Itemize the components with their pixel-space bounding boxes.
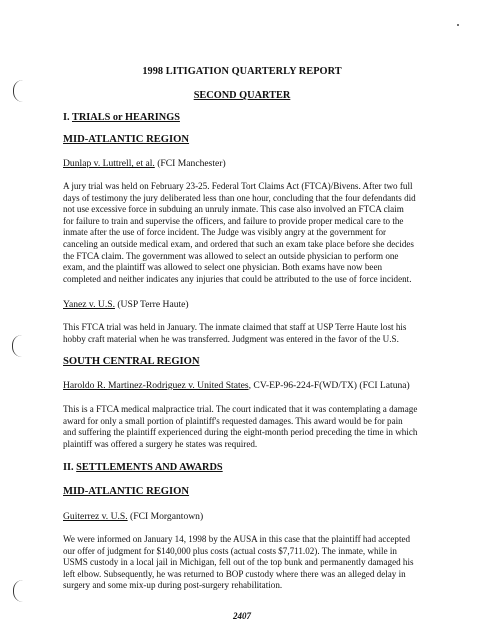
- paragraph-line: USMS custody in a local jail in Michigan, fell out of the top bunk and permanently damaged his: [63, 557, 414, 568]
- section-heading-settlements: [63, 462, 223, 473]
- paragraph-line: and suffering the plaintiff experienced during the eight-month period preceding the time in which: [63, 427, 418, 438]
- section-number: I.: [63, 112, 72, 123]
- region-heading-mid-atlantic: MID-ATLANTIC REGION: [63, 134, 190, 145]
- case-name: Dunlap v. Luttrell, et al.: [63, 158, 155, 169]
- case-paragraph-dunlap: [63, 181, 435, 285]
- report-title: 1998 LITIGATION QUARTERLY REPORT: [142, 66, 342, 77]
- paragraph-line: plaintiff was offered a surgery he states was required.: [63, 438, 258, 449]
- margin-mark: [13, 580, 24, 602]
- paragraph-line: award for only a small portion of plaintiff's requested damages. This award would be for pain: [63, 415, 403, 426]
- case-paragraph-yanez: [63, 322, 435, 345]
- report-subtitle-text: SECOND QUARTER: [193, 90, 291, 101]
- paragraph-line: surgery and some mix-up during post-surgery rehabilitation.: [63, 580, 283, 591]
- case-facility: (USP Terre Haute): [114, 299, 189, 310]
- paragraph-line: A jury trial was held on February 23-25. Federal Tort Claims Act (FTCA)/Bivens. After two full: [63, 181, 413, 191]
- paragraph-line: left elbow. Subsequently, he was returned to BOP custody where there was an alleged delay in: [63, 568, 406, 579]
- case-paragraph-guiterrez: [63, 534, 435, 592]
- case-heading-guiterrez: [63, 511, 203, 522]
- case-heading-martinez: [63, 380, 410, 391]
- paragraph-line: our offer of judgment for $140,000 plus costs (actual costs $7,711.02). The inmate, while in: [63, 545, 397, 556]
- scan-dot: [457, 24, 459, 26]
- region-heading-south-central: SOUTH CENTRAL REGION: [63, 356, 200, 367]
- report-subtitle: [0, 90, 484, 101]
- case-paragraph-martinez: [63, 404, 435, 450]
- paragraph-line: This is a FTCA medical malpractice trial. The court indicated that it was contemplating a damage: [63, 404, 418, 414]
- section-label: SETTLEMENTS AND AWARDS: [76, 462, 223, 473]
- paragraph-line: for failure to train and supervise the officers, and failure to provide proper medical care to the: [63, 215, 404, 226]
- paragraph-line: inmate after the use of force incident. The Judge was visibly angry at the government for: [63, 227, 387, 238]
- paragraph-line: canceling an outside medical exam, and ordered that such an exam take place before she decides: [63, 238, 414, 249]
- section-number: II.: [63, 462, 77, 473]
- case-facility: , CV-EP-96-224-F(WD/TX) (FCI Latuna): [248, 380, 410, 391]
- case-heading-yanez: [63, 299, 189, 310]
- paragraph-line: exam, and the plaintiff was allowed to select one physician. Both exams have now been: [63, 262, 383, 273]
- paragraph-line: hobby craft material when he was transferred. Judgment was entered in the favor of the U.S.: [63, 333, 399, 344]
- region-heading-mid-atlantic: MID-ATLANTIC REGION: [63, 486, 190, 497]
- paragraph-line: not use excessive force in subduing an unruly inmate. This case also involved an FTCA claim: [63, 204, 404, 215]
- paragraph-line: completed and neither indicates any injuries that could be attributed to the use of force incident.: [63, 273, 412, 284]
- case-name: Guiterrez v. U.S.: [63, 511, 128, 522]
- margin-mark: [12, 335, 23, 357]
- page-number: 2407: [233, 611, 251, 621]
- case-name: Yanez v. U.S.: [63, 299, 115, 310]
- case-heading-dunlap: [63, 158, 226, 169]
- paragraph-line: We were informed on January 14, 1998 by the AUSA in this case that the plaintiff had accepted: [63, 534, 411, 544]
- paragraph-line: the FTCA claim. The government was allowed to select an outside physician to perform one: [63, 250, 399, 261]
- section-heading-trials: [63, 112, 180, 123]
- case-facility: (FCI Morgantown): [127, 511, 204, 522]
- paragraph-line: days of testimony the jury deliberated less than one hour, concluding that the four defendants did: [63, 192, 416, 203]
- case-facility: (FCI Manchester): [154, 158, 226, 169]
- paragraph-line: This FTCA trial was held in January. The inmate claimed that staff at USP Terre Haute lost his: [63, 322, 407, 332]
- section-label: TRIALS or HEARINGS: [71, 112, 180, 123]
- case-name: Haroldo R. Martinez-Rodriguez v. United States: [63, 380, 249, 391]
